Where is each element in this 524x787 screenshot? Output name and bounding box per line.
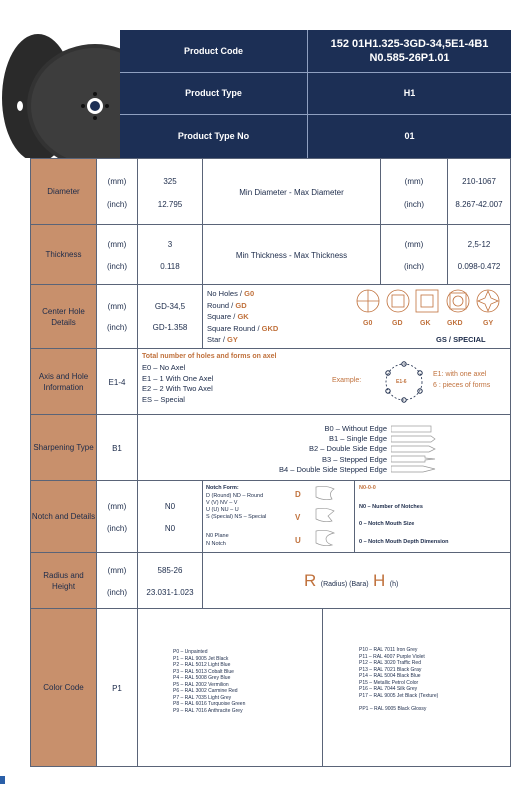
notch-shape-icons bbox=[314, 485, 338, 551]
thickness-inch-value: 0.118 bbox=[160, 262, 180, 271]
sharpening-item: B3 – Stepped Edge bbox=[321, 454, 387, 464]
product-type-no-value: 01 bbox=[404, 131, 415, 141]
color-item: P1 – RAL 9005 Jet Black bbox=[173, 655, 229, 662]
thickness-unit-mm: (mm) bbox=[107, 240, 127, 249]
sharpening-row bbox=[31, 415, 510, 481]
color-item: P6 – RAL 3002 Carmine Red bbox=[173, 688, 238, 694]
product-type-no-label: Product Type No bbox=[177, 131, 250, 141]
color-item: P0 – Unpainted bbox=[173, 649, 208, 655]
notch-form-title: Notch Form: bbox=[206, 485, 239, 491]
sharpening-item: B2 – Double Side Edge bbox=[309, 444, 387, 454]
color-list-right bbox=[359, 647, 438, 712]
axis-note-2: 6 : pieces of forms bbox=[433, 382, 491, 389]
color-item: P4 – RAL 5008 Grey Blue bbox=[173, 675, 231, 681]
axis-note-1: E1: with one axel bbox=[433, 371, 487, 378]
color-item: PP1 – RAL 9005 Black Glossy bbox=[359, 705, 427, 712]
color-item: P16 – RAL 7044 Silk Grey bbox=[359, 686, 418, 692]
notch-form-item: S (Special) NS – Special bbox=[206, 514, 267, 520]
diameter-unit-mm: (mm) bbox=[107, 177, 127, 186]
thickness-range-unit-mm: (mm) bbox=[404, 240, 424, 249]
notch-form-item: V (V) NV – V bbox=[206, 500, 238, 506]
notch-unit-mm: (mm) bbox=[107, 502, 127, 511]
color-item: P14 – RAL 5004 Black Blue bbox=[359, 673, 421, 679]
axis-item: E0 – No Axel bbox=[142, 363, 186, 372]
radius-label: Radius and Height bbox=[31, 553, 97, 608]
notch-code: N0-0-0 bbox=[359, 485, 376, 491]
color-value: P1 bbox=[112, 684, 122, 693]
spec-table bbox=[30, 158, 511, 767]
thickness-unit-inch: (inch) bbox=[106, 262, 127, 271]
thickness-label: Thickness bbox=[31, 225, 97, 284]
color-label: Color Code bbox=[31, 609, 97, 766]
radius-mm-value: 585-26 bbox=[157, 566, 183, 575]
edge-profile-icons bbox=[391, 425, 437, 477]
color-row bbox=[31, 609, 510, 766]
center-hole-unit-inch: (inch) bbox=[106, 323, 127, 332]
page-corner-marker bbox=[0, 776, 5, 784]
color-item: P8 – RAL 6016 Turquoise Green bbox=[173, 701, 246, 707]
thickness-row bbox=[31, 225, 510, 285]
radius-r-letter: R bbox=[304, 571, 317, 590]
notch-label: Notch and Details bbox=[31, 481, 97, 552]
diameter-inch-value: 12.795 bbox=[157, 200, 183, 209]
sharpening-list bbox=[231, 424, 387, 475]
product-code-label: Product Code bbox=[183, 46, 243, 56]
notch-legend-item: N0 – Number of Notches bbox=[359, 504, 423, 510]
axis-item: E1 – 1 With One Axel bbox=[142, 373, 214, 383]
radius-formula bbox=[304, 571, 398, 591]
diameter-range-label: Min Diameter - Max Diameter bbox=[239, 188, 344, 197]
axis-item: ES – Special bbox=[142, 394, 185, 404]
notch-row bbox=[31, 481, 510, 553]
thickness-range-label: Min Thickness - Max Thickness bbox=[235, 251, 348, 260]
center-hole-option: Square Round / GKD bbox=[207, 323, 279, 333]
center-hole-options bbox=[207, 288, 278, 346]
color-item: P9 – RAL 7016 Anthracite Grey bbox=[173, 707, 243, 714]
notch-form-item: D (Round) ND – Round bbox=[206, 493, 264, 499]
center-hole-shapes bbox=[354, 288, 504, 316]
axis-title: Total number of holes and forms on axel bbox=[142, 353, 277, 360]
center-hole-mm-value: GD-34,5 bbox=[154, 302, 186, 311]
product-type-label: Product Type bbox=[185, 88, 242, 98]
color-item: P7 – RAL 7035 Light Grey bbox=[173, 694, 232, 701]
center-hole-option: Square / GK bbox=[207, 312, 249, 321]
radius-unit-inch: (inch) bbox=[106, 588, 127, 597]
thickness-mm-value: 3 bbox=[167, 240, 173, 249]
diameter-range-inch: 8.267-42.007 bbox=[455, 200, 503, 209]
radius-inch-value: 23.031-1.023 bbox=[146, 588, 194, 597]
radius-unit-mm: (mm) bbox=[107, 566, 127, 575]
color-item: P17 – RAL 9005 Jet Black (Texture) bbox=[359, 692, 439, 699]
notch-plane: N0 Plane bbox=[206, 533, 229, 539]
diameter-range-unit-mm: (mm) bbox=[404, 177, 424, 186]
sharpening-item: B0 – Without Edge bbox=[324, 424, 387, 433]
notch-legend-item: 0 – Notch Mouth Depth Dimension bbox=[359, 539, 449, 545]
color-item: P2 – RAL 5012 Light Blue bbox=[173, 662, 231, 668]
product-code-value: 152 01H1.325-3GD-34,5E1-4B1 N0.585-26P1.01 bbox=[330, 38, 489, 64]
axis-row bbox=[31, 349, 510, 415]
radius-row bbox=[31, 553, 510, 609]
thickness-range-inch: 0.098-0.472 bbox=[457, 262, 501, 271]
center-hole-row bbox=[31, 285, 510, 349]
sharpening-item: B1 – Single Edge bbox=[329, 434, 387, 444]
axis-list bbox=[142, 363, 213, 405]
diameter-label: Diameter bbox=[31, 159, 97, 224]
center-hole-inch-value: GD-1.358 bbox=[152, 323, 188, 332]
axis-label: Axis and Hole Information bbox=[31, 349, 97, 414]
color-item: P13 – RAL 7021 Black Gray bbox=[359, 666, 422, 673]
notch-shape-letter: U bbox=[295, 536, 301, 545]
radius-r-text: (Radius) (Bara) bbox=[320, 581, 369, 588]
color-item: P10 – RAL 7011 Iron Grey bbox=[359, 647, 418, 653]
notch-form-item: U (U) NU – U bbox=[206, 507, 239, 513]
color-item: P3 – RAL 5013 Cobalt Blue bbox=[173, 668, 234, 675]
diameter-row bbox=[31, 159, 510, 225]
notch-shape-letter: D bbox=[295, 490, 301, 499]
diameter-range-unit-inch: (inch) bbox=[403, 200, 424, 209]
color-item: P15 – Metallic Petrol Color bbox=[359, 679, 419, 686]
shape-code: GKD bbox=[447, 320, 463, 327]
thickness-range-unit-inch: (inch) bbox=[403, 262, 424, 271]
shape-code: G0 bbox=[363, 320, 373, 327]
shape-code: GD bbox=[392, 320, 403, 327]
notch-inch-value: N0 bbox=[164, 524, 176, 533]
color-list-left bbox=[173, 649, 245, 714]
shape-code: GY bbox=[483, 320, 494, 327]
center-hole-special: GS / SPECIAL bbox=[436, 335, 486, 344]
notch-legend-item: 0 – Notch Mouth Size bbox=[359, 521, 415, 527]
center-hole-option: Round / GD bbox=[207, 300, 247, 310]
radius-h-text: (h) bbox=[389, 581, 399, 588]
notch-notch: N Notch bbox=[206, 541, 226, 547]
sharpening-label: Sharpening Type bbox=[31, 415, 97, 480]
diameter-mm-value: 325 bbox=[163, 177, 177, 186]
center-hole-unit-mm: (mm) bbox=[107, 302, 127, 311]
notch-forms bbox=[206, 493, 266, 521]
color-item: P12 – RAL 3020 Traffic Red bbox=[359, 660, 421, 666]
thickness-range-mm: 2,5-12 bbox=[467, 240, 491, 249]
diameter-range-mm: 210-1067 bbox=[462, 177, 496, 186]
sharpening-value: B1 bbox=[112, 444, 122, 453]
axis-example-label: Example: bbox=[332, 377, 362, 384]
center-hole-option: No Holes / G0 bbox=[207, 289, 255, 298]
center-hole-option: Star / GY bbox=[207, 335, 238, 344]
color-item: P5 – RAL 2002 Vermilion bbox=[173, 681, 229, 688]
color-item: P11 – RAL 4007 Purple Violet bbox=[359, 653, 425, 660]
notch-mm-value: N0 bbox=[164, 502, 176, 511]
axis-example-badge: E1-6 bbox=[396, 379, 407, 385]
diameter-unit-inch: (inch) bbox=[106, 200, 127, 209]
radius-h-letter: H bbox=[373, 571, 386, 590]
axis-item: E2 – 2 With Two Axel bbox=[142, 384, 213, 393]
notch-shape-letter: V bbox=[295, 513, 301, 522]
axis-value: E1-4 bbox=[108, 378, 126, 387]
center-hole-label: Center Hole Details bbox=[31, 285, 97, 348]
product-type-value: H1 bbox=[403, 88, 416, 98]
shape-code: GK bbox=[420, 320, 431, 327]
product-header bbox=[120, 30, 511, 158]
notch-unit-inch: (inch) bbox=[106, 524, 127, 533]
sharpening-item: B4 – Double Side Stepped Edge bbox=[279, 464, 387, 474]
